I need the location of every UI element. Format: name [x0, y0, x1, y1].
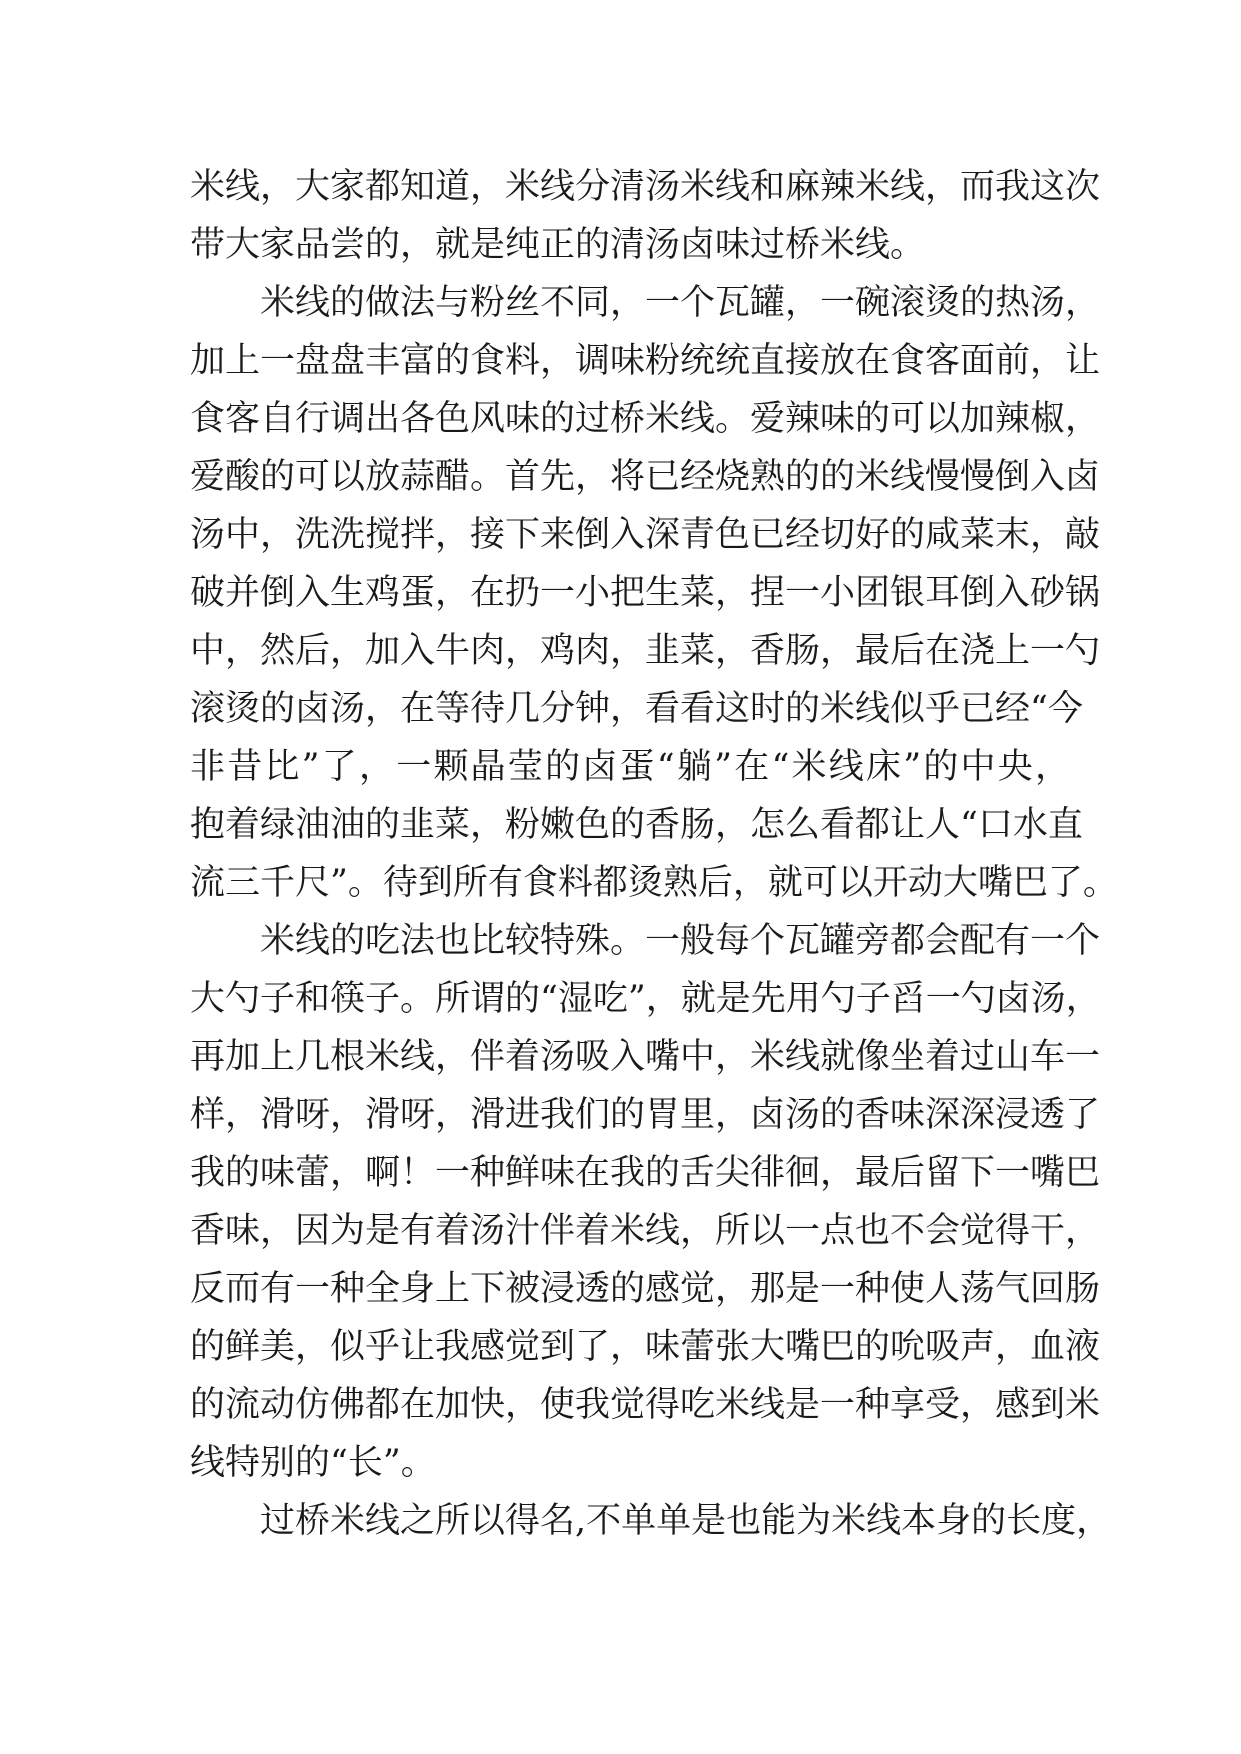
- text-line: 米线，大家都知道，米线分清汤米线和麻辣米线，而我这次: [190, 167, 1101, 207]
- text-line: 线特别的“长”。: [190, 1443, 436, 1483]
- text-line: 食客自行调出各色风味的过桥米线。爱辣味的可以加辣椒，: [190, 399, 1101, 439]
- text-line: 反而有一种全身上下被浸透的感觉，那是一种使人荡气回肠: [190, 1269, 1101, 1309]
- text-line: 流三千尺”。待到所有食料都烫熟后，就可以开动大嘴巴了。: [190, 863, 1118, 903]
- text-line: 破并倒入生鸡蛋，在扔一小把生菜，捏一小团银耳倒入砂锅: [190, 573, 1101, 613]
- text-line: 带大家品尝的，就是纯正的清汤卤味过桥米线。: [190, 225, 926, 265]
- text-line: 抱着绿油油的韭菜，粉嫩色的香肠，怎么看都让人“口水直: [190, 805, 1083, 845]
- text-line: 米线的做法与粉丝不同，一个瓦罐，一碗滚烫的热汤，: [260, 283, 1101, 323]
- text-line: 香味，因为是有着汤汁伴着米线，所以一点也不会觉得干，: [190, 1211, 1101, 1251]
- text-line: 汤中，洗洗搅拌，接下来倒入深青色已经切好的咸菜末，敲: [190, 515, 1101, 555]
- text-line: 大勺子和筷子。所谓的“湿吃”，就是先用勺子舀一勺卤汤，: [190, 979, 1101, 1019]
- text-line: 滚烫的卤汤，在等待几分钟，看看这时的米线似乎已经“今: [190, 689, 1083, 729]
- text-line: 我的味蕾，啊！一种鲜味在我的舌尖徘徊，最后留下一嘴巴: [190, 1153, 1101, 1193]
- document-body: [190, 158, 1118, 1550]
- text-line: 样，滑呀，滑呀，滑进我们的胃里，卤汤的香味深深浸透了: [190, 1095, 1101, 1135]
- text-line: 米线的吃法也比较特殊。一般每个瓦罐旁都会配有一个: [260, 921, 1101, 961]
- text-line: 非昔比”了，一颗晶莹的卤蛋“躺”在“米线床”的中央，: [190, 747, 1070, 787]
- text-line: 过桥米线之所以得名,不单单是也能为米线本身的长度，: [260, 1501, 1112, 1541]
- text-line: 再加上几根米线，伴着汤吸入嘴中，米线就像坐着过山车一: [190, 1037, 1101, 1077]
- text-line: 加上一盘盘丰富的食料，调味粉统统直接放在食客面前，让: [190, 341, 1101, 381]
- text-line: 的鲜美，似乎让我感觉到了，味蕾张大嘴巴的吮吸声，血液: [190, 1327, 1101, 1367]
- text-line: 中，然后，加入牛肉，鸡肉，韭菜，香肠，最后在浇上一勺: [190, 631, 1101, 671]
- text-line: 的流动仿佛都在加快，使我觉得吃米线是一种享受，感到米: [190, 1385, 1101, 1425]
- text-line: 爱酸的可以放蒜醋。首先，将已经烧熟的的米线慢慢倒入卤: [190, 457, 1101, 497]
